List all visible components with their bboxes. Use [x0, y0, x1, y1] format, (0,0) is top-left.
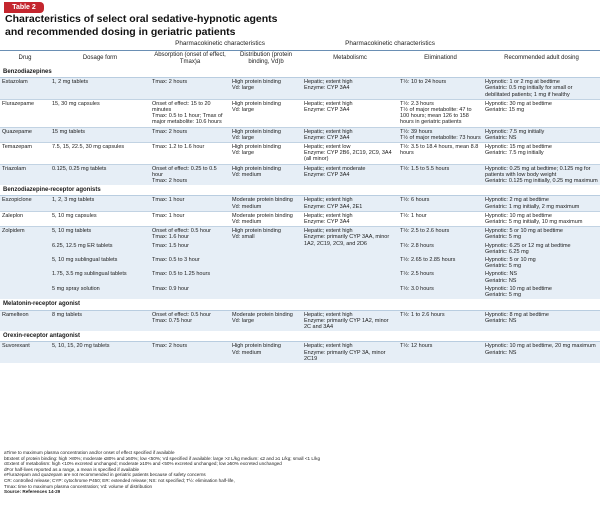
- dose-adult: Hypnotic: NS: [485, 271, 518, 278]
- cell-drug: Triazolam: [0, 164, 50, 185]
- cell-metabolism: Hepatic; extent high Enzyme: primarily CYP 3AA, minor 1A2, 2C19, 2C9, and 2D6: [302, 227, 398, 300]
- cell-elimination: T½: 2.3 hours T½ of major metabolite: 47 to 100 hours; mean 126 to 158 hours in geriatric patients: [398, 99, 483, 127]
- cell-distribution: Moderate protein binding Vd: medium: [230, 211, 302, 226]
- cell-drug: Zolpidem: [0, 227, 50, 300]
- table-row-ramelteon: [0, 310, 600, 331]
- cell-dosing: [483, 242, 600, 256]
- dose-adult: Hypnotic: 7.5 mg initially: [485, 128, 545, 135]
- cell-elimination: T½: 2.5 to 2.6 hours: [398, 227, 483, 242]
- cell-dosing: [483, 256, 600, 270]
- cell-distribution: Moderate protein binding Vd: medium: [230, 196, 302, 211]
- header-metabolism: Metabolismc: [333, 55, 367, 61]
- cell-form: 5, 10, 15, 20 mg tablets: [50, 342, 150, 363]
- cell-absorption: Tmax: 2 hours: [150, 78, 230, 100]
- cell-distribution: High protein binding Vd: large: [230, 78, 302, 100]
- dose-geriatric: Geriatric: NS: [485, 317, 517, 324]
- cell-metabolism: Hepatic; extent low Enzyme: CYP 2B6, 2C19, 2C9, 3A4 (all minor): [302, 143, 398, 165]
- dose-geriatric: Geriatric: 5 mg: [485, 292, 522, 299]
- cell-distribution: High protein binding Vd: large: [230, 143, 302, 165]
- dose-adult: Hypnotic: 5 or 10 mg: [485, 257, 536, 264]
- table-row-eszopiclone: [0, 196, 600, 211]
- cell-metabolism: Hepatic; extent high Enzyme: CYP 3A4: [302, 127, 398, 142]
- cell-elimination: T½: 6 hours: [398, 196, 483, 211]
- table-tag: Table 2: [4, 2, 44, 13]
- group-header-pk-2: Pharmacokinetic characteristics: [345, 40, 435, 47]
- table-row-temazepam: [0, 143, 600, 165]
- dose-geriatric: Geriatric: 15 mg: [485, 107, 525, 114]
- cell-drug: Ramelteon: [0, 310, 50, 331]
- cell-form: 1.75, 3.5 mg sublingual tablets: [50, 270, 150, 284]
- footnote: aTime to maximum plasma concentration and/or onset of effect specified if available: [4, 450, 175, 455]
- cell-metabolism: Hepatic; extent high Enzyme: CYP 3A4: [302, 211, 398, 226]
- section-orexin-receptor-antagonist: Orexin-receptor antagonist: [0, 331, 600, 342]
- dose-geriatric: Geriatric: 0.5 mg initially for small or debilitated patients; 1 mg if healthy: [485, 85, 573, 98]
- cell-elimination: T½: 2.5 hours: [398, 270, 483, 284]
- dose-adult: Hypnotic: 1 or 2 mg at bedtime: [485, 79, 560, 86]
- cell-form: 8 mg tablets: [50, 310, 150, 331]
- cell-drug: Quazepame: [0, 127, 50, 142]
- dose-adult: Hypnotic: 10 mg at bedtime: [485, 285, 552, 292]
- table-row-triazolam: [0, 164, 600, 185]
- dose-adult: Hypnotic: 10 mg at bedtime, 20 mg maximum: [485, 343, 596, 350]
- header-dosing: Recommended adult dosing: [504, 55, 579, 61]
- cell-absorption: Tmax: 1.2 to 1.6 hour: [150, 143, 230, 165]
- cell-form: 6.25, 12.5 mg ER tablets: [50, 242, 150, 256]
- cell-distribution: High protein binding Vd: small: [230, 227, 302, 300]
- dose-geriatric: Geriatric: 1 mg initially, 2 mg maximum: [485, 203, 580, 210]
- table-row-zolpidem: [0, 227, 600, 242]
- cell-form: 5, 10 mg sublingual tablets: [50, 256, 150, 270]
- cell-drug: Temazepam: [0, 143, 50, 165]
- table-footnotes: [4, 450, 596, 495]
- cell-dosing: [483, 164, 600, 185]
- cell-absorption: Tmax: 1 hour: [150, 211, 230, 226]
- cell-dosing: [483, 227, 600, 242]
- header-absorption: Absorption (onset of effect, Tmax)a: [154, 52, 226, 65]
- cell-absorption: Onset of effect: 15 to 20 minutes Tmax: 0.5 to 1 hour; Tmax of major metabolite: 10.6 hours: [150, 99, 230, 127]
- cell-absorption: Onset of effect: 0.5 hour Tmax: 1.6 hour: [150, 227, 230, 242]
- table-row-estazolam: [0, 78, 600, 100]
- section-benzodiazepines: Benzodiazepines: [0, 67, 600, 78]
- title-line-2: and recommended dosing in geriatric patients: [5, 26, 236, 38]
- cell-metabolism: Hepatic; extent high Enzyme: CYP 3A4: [302, 78, 398, 100]
- footnote: CR: controlled release; CYP: cytochrome P450; ER: extended release; NS: not specified; T½: elimination half-life,: [4, 477, 235, 483]
- cell-absorption: Tmax: 2 hours: [150, 127, 230, 142]
- cell-elimination: T½: 39 hours T½ of major metabolite: 73 hours: [398, 127, 483, 142]
- cell-distribution: High protein binding Vd: large: [230, 99, 302, 127]
- column-group-headers: [0, 40, 600, 50]
- section-benzodiazepine-receptor-agonists: Benzodiazepine-receptor agonists: [0, 185, 600, 196]
- cell-dosing: [483, 285, 600, 299]
- footnote: Tmax: time to maximum plasma concentration; Vd: volume of distribution: [4, 483, 153, 489]
- cell-elimination: T½: 2.8 hours: [398, 242, 483, 256]
- section-row: [0, 185, 600, 196]
- dose-adult: Hypnotic: 8 mg at bedtime: [485, 311, 549, 318]
- cell-distribution: High protein binding Vd: medium: [230, 342, 302, 363]
- cell-absorption: Tmax: 0.5 to 3 hour: [150, 256, 230, 270]
- group-header-pk-1: Pharmacokinetic characteristics: [175, 40, 265, 47]
- cell-dosing: [483, 99, 600, 127]
- cell-form: 7.5, 15, 22.5, 30 mg capsules: [50, 143, 150, 165]
- dose-geriatric: Geriatric: NS: [485, 277, 517, 284]
- cell-form: 5, 10 mg capsules: [50, 211, 150, 226]
- cell-elimination: T½: 1.5 to 5.5 hours: [398, 164, 483, 185]
- cell-drug: Eszopiclone: [0, 196, 50, 211]
- cell-absorption: Onset of effect: 0.25 to 0.5 hour Tmax: 2 hours: [150, 164, 230, 185]
- cell-form: 0.125, 0.25 mg tablets: [50, 164, 150, 185]
- cell-elimination: T½: 3.0 hours: [398, 285, 483, 299]
- cell-drug: Zaleplon: [0, 211, 50, 226]
- dose-geriatric: Geriatric: NS: [485, 134, 517, 141]
- cell-drug: Flurazepame: [0, 99, 50, 127]
- cell-elimination: T½: 2.65 to 2.85 hours: [398, 256, 483, 270]
- cell-metabolism: Hepatic; extent moderate Enzyme: CYP 3A4: [302, 164, 398, 185]
- cell-form: 5, 10 mg tablets: [50, 227, 150, 242]
- cell-form: 15, 30 mg capsules: [50, 99, 150, 127]
- cell-metabolism: Hepatic; extent high Enzyme: primarily CYP 1A2, minor 2C and 3A4: [302, 310, 398, 331]
- header-drug: Drug: [18, 55, 32, 61]
- cell-absorption: Tmax: 1 hour: [150, 196, 230, 211]
- dose-adult: Hypnotic: 15 mg at bedtime: [485, 144, 552, 151]
- cell-dosing: [483, 143, 600, 165]
- dose-geriatric: Geriatric: NS: [485, 349, 517, 356]
- dose-adult: Hypnotic: 6.25 or 12 mg at bedtime: [485, 242, 571, 249]
- cell-distribution: Moderate protein binding Vd: large: [230, 310, 302, 331]
- table-row-quazepam: [0, 127, 600, 142]
- dose-adult: Hypnotic: 10 mg at bedtime: [485, 212, 552, 219]
- cell-absorption: Tmax: 2 hours: [150, 342, 230, 363]
- cell-metabolism: Hepatic; extent high Enzyme: CYP 3A4: [302, 99, 398, 127]
- source-note: Source: References 14-29: [4, 489, 61, 495]
- header-dosage-form: Dosage form: [82, 55, 118, 61]
- cell-dosing: [483, 310, 600, 331]
- dose-geriatric: Geriatric: 5 mg initially, 10 mg maximum: [485, 219, 583, 226]
- cell-dosing: [483, 342, 600, 363]
- cell-dosing: [483, 211, 600, 226]
- section-row: [0, 67, 600, 78]
- header-distribution: Distribution (protein binding, Vd)b: [239, 52, 293, 65]
- dose-adult: Hypnotic: 2 mg at bedtime: [485, 197, 549, 204]
- cell-dosing: [483, 127, 600, 142]
- dose-geriatric: Geriatric: 0.125 mg initially, 0.25 mg maximum: [485, 178, 598, 185]
- cell-metabolism: Hepatic; extent high Enzyme: primarily CYP 3A, minor 2C19: [302, 342, 398, 363]
- cell-absorption: Tmax: 1.5 hour: [150, 242, 230, 256]
- dose-adult: Hypnotic: 5 or 10 mg at bedtime: [485, 228, 563, 235]
- dose-adult: Hypnotic: 0.25 mg at bedtime; 0.125 mg for patients with low body weight: [485, 165, 591, 178]
- title-line-1: Characteristics of select oral sedative-hypnotic agents: [5, 13, 278, 25]
- dose-geriatric: Geriatric: 5 mg: [485, 234, 522, 241]
- cell-distribution: High protein binding Vd: medium: [230, 164, 302, 185]
- section-row: [0, 331, 600, 342]
- cell-form: 15 mg tablets: [50, 127, 150, 142]
- cell-form: 5 mg spray solution: [50, 285, 150, 299]
- footnote: dFor half-lives reported as a range, a mean is specified if available: [4, 466, 140, 472]
- dose-geriatric: Geriatric: 6.25 mg: [485, 248, 529, 255]
- cell-absorption: Tmax: 0.5 to 1.25 hours: [150, 270, 230, 284]
- cell-metabolism: Hepatic; extent high Enzyme: CYP 3A4, 2E1: [302, 196, 398, 211]
- table-row-zaleplon: [0, 211, 600, 226]
- column-headers: [0, 50, 600, 68]
- dose-adult: Hypnotic: 30 mg at bedtime: [485, 100, 552, 107]
- footnote: eFlurazepam and quazepam are not recommended in geriatric patients because of safety concerns: [4, 472, 206, 478]
- table-row-flurazepam: [0, 99, 600, 127]
- cell-drug: Suvorexant: [0, 342, 50, 363]
- cell-dosing: [483, 78, 600, 100]
- header-elimination: Eliminationd: [424, 55, 457, 61]
- cell-absorption: Tmax: 0.9 hour: [150, 285, 230, 299]
- cell-elimination: T½: 1 hour: [398, 211, 483, 226]
- cell-dosing: [483, 270, 600, 284]
- drug-table: [0, 67, 600, 363]
- cell-elimination: T½: 12 hours: [398, 342, 483, 363]
- table-title: [5, 13, 565, 39]
- section-melatonin-receptor-agonist: Melatonin-receptor agonist: [0, 299, 600, 310]
- cell-elimination: T½: 3.5 to 18.4 hours, mean 8.8 hours: [398, 143, 483, 165]
- cell-distribution: High protein binding Vd: large: [230, 127, 302, 142]
- dose-geriatric: Geriatric: 7.5 mg initially: [485, 150, 544, 157]
- cell-elimination: T½: 10 to 24 hours: [398, 78, 483, 100]
- cell-form: 1, 2 mg tablets: [50, 78, 150, 100]
- cell-absorption: Onset of effect: 0.5 hour Tmax: 0.75 hour: [150, 310, 230, 331]
- footnote: cExtent of metabolism: high <10% excreted unchanged; moderate ≥10% and <50% excreted unchanged; low ≥50% excreted unchanged: [4, 461, 282, 467]
- dose-geriatric: Geriatric: 5 mg: [485, 263, 522, 270]
- cell-form: 1, 2, 3 mg tablets: [50, 196, 150, 211]
- cell-elimination: T½: 1 to 2.6 hours: [398, 310, 483, 331]
- table-row-suvorexant: [0, 342, 600, 363]
- cell-dosing: [483, 196, 600, 211]
- footnote: bExtent of protein binding: high >80%; moderate ≤80% and ≥50%; low <50%; Vd specified if available: large >2 L/kg medium: ≤2 and ≥1 L/kg; small <1 L/kg: [4, 455, 321, 461]
- section-row: [0, 299, 600, 310]
- cell-drug: Estazolam: [0, 78, 50, 100]
